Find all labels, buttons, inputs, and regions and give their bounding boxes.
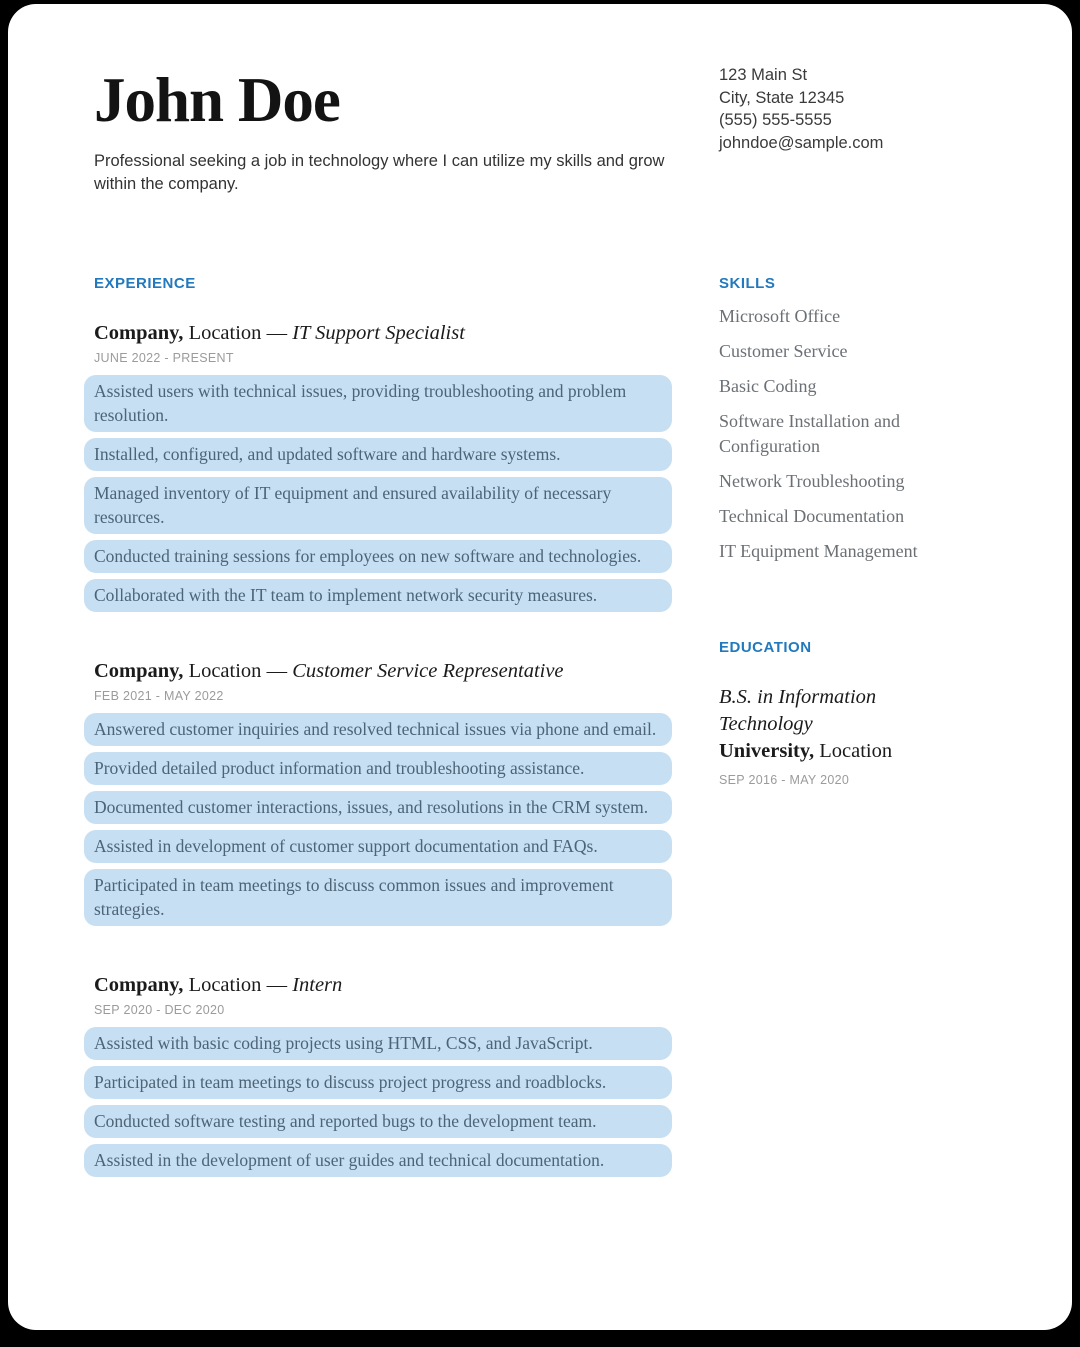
- highlighted-bullet[interactable]: Documented customer interactions, issues, and resolutions in the CRM system.: [84, 791, 672, 824]
- job-entry: [84, 658, 672, 926]
- resume-header: [94, 64, 684, 196]
- sidebar-column: [719, 276, 969, 788]
- contact-email: johndoe@sample.com: [719, 133, 884, 152]
- job-role: Customer Service Representative: [292, 660, 564, 682]
- summary-text: Professional seeking a job in technology where I can utilize my skills and grow within the company.: [94, 152, 665, 193]
- education-dates: SEP 2016 - MAY 2020: [719, 773, 850, 787]
- job-dates: SEP 2020 - DEC 2020: [94, 1003, 225, 1017]
- skill-item: IT Equipment Management: [719, 541, 918, 561]
- university-name: University,: [719, 740, 815, 762]
- company-name: Company,: [94, 974, 184, 996]
- highlighted-bullet[interactable]: Conducted training sessions for employees on new software and technologies.: [84, 540, 672, 573]
- skill-item: Technical Documentation: [719, 506, 905, 526]
- highlighted-bullet[interactable]: Participated in team meetings to discuss common issues and improvement strategies.: [84, 869, 672, 926]
- highlighted-bullet[interactable]: Answered customer inquiries and resolved technical issues via phone and email.: [84, 713, 672, 746]
- company-name: Company,: [94, 660, 184, 682]
- skill-item: Basic Coding: [719, 376, 817, 396]
- highlighted-bullet[interactable]: Assisted in the development of user guides and technical documentation.: [84, 1144, 672, 1177]
- highlighted-bullet[interactable]: Assisted with basic coding projects using HTML, CSS, and JavaScript.: [84, 1027, 672, 1060]
- education-heading: EDUCATION: [719, 639, 812, 656]
- job-role: Intern: [292, 974, 343, 996]
- resume-page: [8, 4, 1072, 1330]
- skills-heading: SKILLS: [719, 275, 776, 292]
- job-location: Location: [188, 974, 262, 996]
- experience-section: [84, 276, 672, 1183]
- highlighted-bullet[interactable]: Assisted in development of customer support documentation and FAQs.: [84, 830, 672, 863]
- title-separator: —: [266, 660, 288, 682]
- job-location: Location: [188, 322, 262, 344]
- skills-section: [719, 276, 969, 564]
- skill-item: Microsoft Office: [719, 306, 841, 326]
- title-separator: —: [266, 974, 288, 996]
- job-dates: FEB 2021 - MAY 2022: [94, 689, 224, 703]
- highlighted-bullet[interactable]: Managed inventory of IT equipment and ensured availability of necessary resources.: [84, 477, 672, 534]
- job-dates: JUNE 2022 - PRESENT: [94, 351, 234, 365]
- highlighted-bullet[interactable]: Provided detailed product information and troubleshooting assistance.: [84, 752, 672, 785]
- contact-phone: (555) 555-5555: [719, 111, 832, 129]
- highlighted-bullet[interactable]: Assisted users with technical issues, providing troubleshooting and problem resolution.: [84, 375, 672, 432]
- contact-city: City, State 12345: [719, 88, 845, 107]
- skills-list: [719, 304, 969, 564]
- degree-name: B.S. in Information Technology: [719, 686, 877, 735]
- job-title: [94, 972, 672, 999]
- job-location: Location: [188, 660, 262, 682]
- contact-address: 123 Main St: [719, 66, 808, 84]
- page-title: John Doe: [94, 65, 340, 135]
- job-title: [94, 320, 672, 347]
- skill-item: Software Installation and Configuration: [719, 411, 900, 456]
- experience-heading: EXPERIENCE: [94, 275, 196, 292]
- job-entry: [84, 320, 672, 612]
- job-role: IT Support Specialist: [292, 322, 465, 344]
- highlighted-bullet[interactable]: Participated in team meetings to discuss project progress and roadblocks.: [84, 1066, 672, 1099]
- skill-item: Network Troubleshooting: [719, 471, 905, 491]
- education-section: [719, 640, 969, 788]
- contact-block: [719, 64, 1019, 154]
- job-entry: [84, 972, 672, 1177]
- title-separator: —: [266, 322, 288, 344]
- skill-item: Customer Service: [719, 341, 848, 361]
- university-location: Location: [819, 740, 893, 762]
- job-title: [94, 658, 672, 685]
- company-name: Company,: [94, 322, 184, 344]
- highlighted-bullet[interactable]: Conducted software testing and reported bugs to the development team.: [84, 1105, 672, 1138]
- highlighted-bullet[interactable]: Collaborated with the IT team to implement network security measures.: [84, 579, 672, 612]
- highlighted-bullet[interactable]: Installed, configured, and updated software and hardware systems.: [84, 438, 672, 471]
- school-line: [719, 738, 969, 765]
